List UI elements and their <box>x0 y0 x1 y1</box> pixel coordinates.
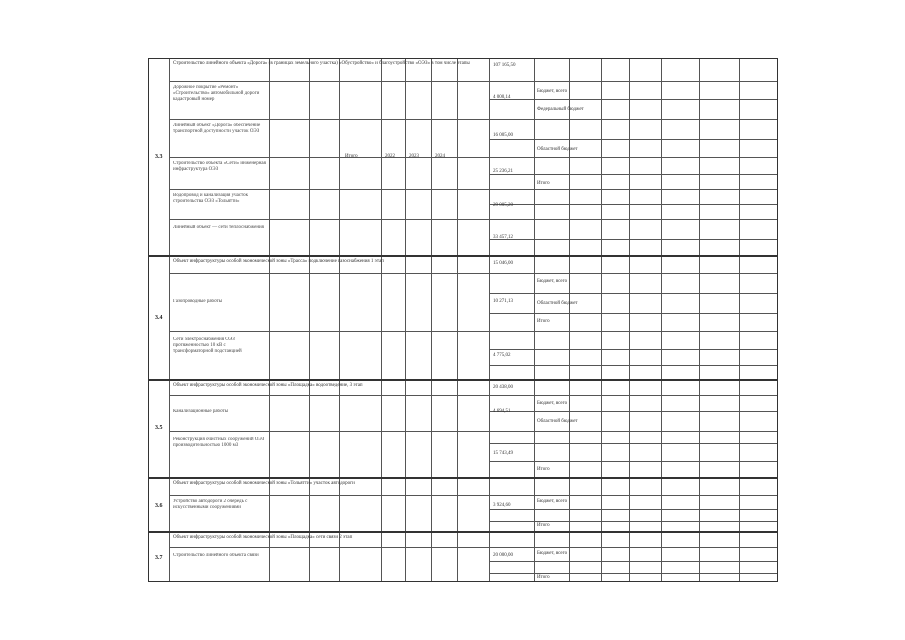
item-text: Дорожное покрытие «Ремонт» «Строительство» автомобильной дороги кадастровый номер <box>173 85 260 102</box>
row-number: 3.4 <box>155 315 163 321</box>
item-text: Строительство линейного объекта связи <box>173 553 259 558</box>
table-block-3-7 <box>148 532 778 582</box>
source-label: Бюджет, всего <box>537 499 568 504</box>
source-label: Итого <box>537 575 550 580</box>
table-block-3-4 <box>148 256 778 380</box>
source-label: Итого <box>537 523 550 528</box>
table-block-3-5 <box>148 380 778 478</box>
source-label: Итого <box>537 467 550 472</box>
item-sum: 16 005,00 <box>493 133 513 138</box>
item-sum: 33 457,12 <box>493 235 513 240</box>
item-sum: 4 775,02 <box>493 353 511 358</box>
row-title: Строительство линейного объекта «Дорога» (в границах земельного участка) «Обустройство» и благоустройство «ОЭЗ» в том числе этапы <box>173 61 470 66</box>
row-number: 3.5 <box>155 425 163 431</box>
row-title: Объект инфраструктуры особой экономической зоны «Трасса» подключение газоснабжения 1 этап <box>173 259 384 264</box>
source-label: Федеральный бюджет <box>537 107 584 112</box>
source-label: Областной бюджет <box>537 147 578 152</box>
item-sum: 4 694,51 <box>493 409 511 414</box>
row-number: 3.7 <box>155 555 163 561</box>
item-text: Канализационные работы <box>173 409 229 414</box>
col-label: 2022 <box>385 154 395 159</box>
row-title: Объект инфраструктуры особой экономической зоны «Площадка» сети связи 2 этап <box>173 535 353 540</box>
source-label: Областной бюджет <box>537 301 578 306</box>
row-sum: 15 046,00 <box>493 261 513 266</box>
item-text: Линейный объект — сети теплоснабжения <box>173 225 264 230</box>
row-sum: 107 165,50 <box>493 63 516 68</box>
col-label: Итого <box>345 154 358 159</box>
item-text: Строительство объекта «Сети» инженерная инфраструктура ОЭЗ <box>173 161 266 172</box>
item-text: Сети электроснабжения ОЭЗ протяженностью 10 кВ с трансформаторной подстанцией <box>173 337 242 354</box>
item-sum: 15 743,49 <box>493 451 513 456</box>
row-title: Объект инфраструктуры особой экономической зоны «Тольятти» участок автодороги <box>173 481 355 486</box>
row-sum: 20 000,00 <box>493 553 513 558</box>
source-label: Бюджет, всего <box>537 279 568 284</box>
row-title: Объект инфраструктуры особой экономической зоны «Площадка» водоотведение, 3 этап <box>173 383 363 388</box>
item-sum: 29 005,20 <box>493 203 513 208</box>
source-label: Областной бюджет <box>537 419 578 424</box>
row-sum: 3 924,60 <box>493 503 511 508</box>
source-label: Бюджет, всего <box>537 401 568 406</box>
col-label: 2024 <box>435 154 445 159</box>
item-text: Водопровод и канализация участок строительства ОЭЗ «Тольятти» <box>173 193 249 204</box>
source-label: Бюджет, всего <box>537 89 568 94</box>
item-text: Устройство автодороги 2 очередь с искусственными сооружениями <box>173 499 248 510</box>
item-text: Реконструкция очистных сооружений ОЭЗ производительностью 1000 м3 <box>173 437 265 448</box>
source-label: Бюджет, всего <box>537 551 568 556</box>
item-sum: 25 236,21 <box>493 169 513 174</box>
table-block-3-6 <box>148 478 778 532</box>
row-sum: 20 438,00 <box>493 385 513 390</box>
item-text: Линейный объект «Дорога» обеспечение транспортной доступности участок ОЭЗ <box>173 123 261 134</box>
row-number: 3.3 <box>155 154 163 160</box>
item-sum: 10 271,13 <box>493 299 513 304</box>
source-label: Итого <box>537 181 550 186</box>
table-block-3-3 <box>148 58 778 256</box>
item-sum: 4 000,14 <box>493 95 511 100</box>
row-number: 3.6 <box>155 503 163 509</box>
item-text: Газопроводные работы <box>173 299 223 304</box>
col-label: 2023 <box>409 154 419 159</box>
source-label: Итого <box>537 319 550 324</box>
